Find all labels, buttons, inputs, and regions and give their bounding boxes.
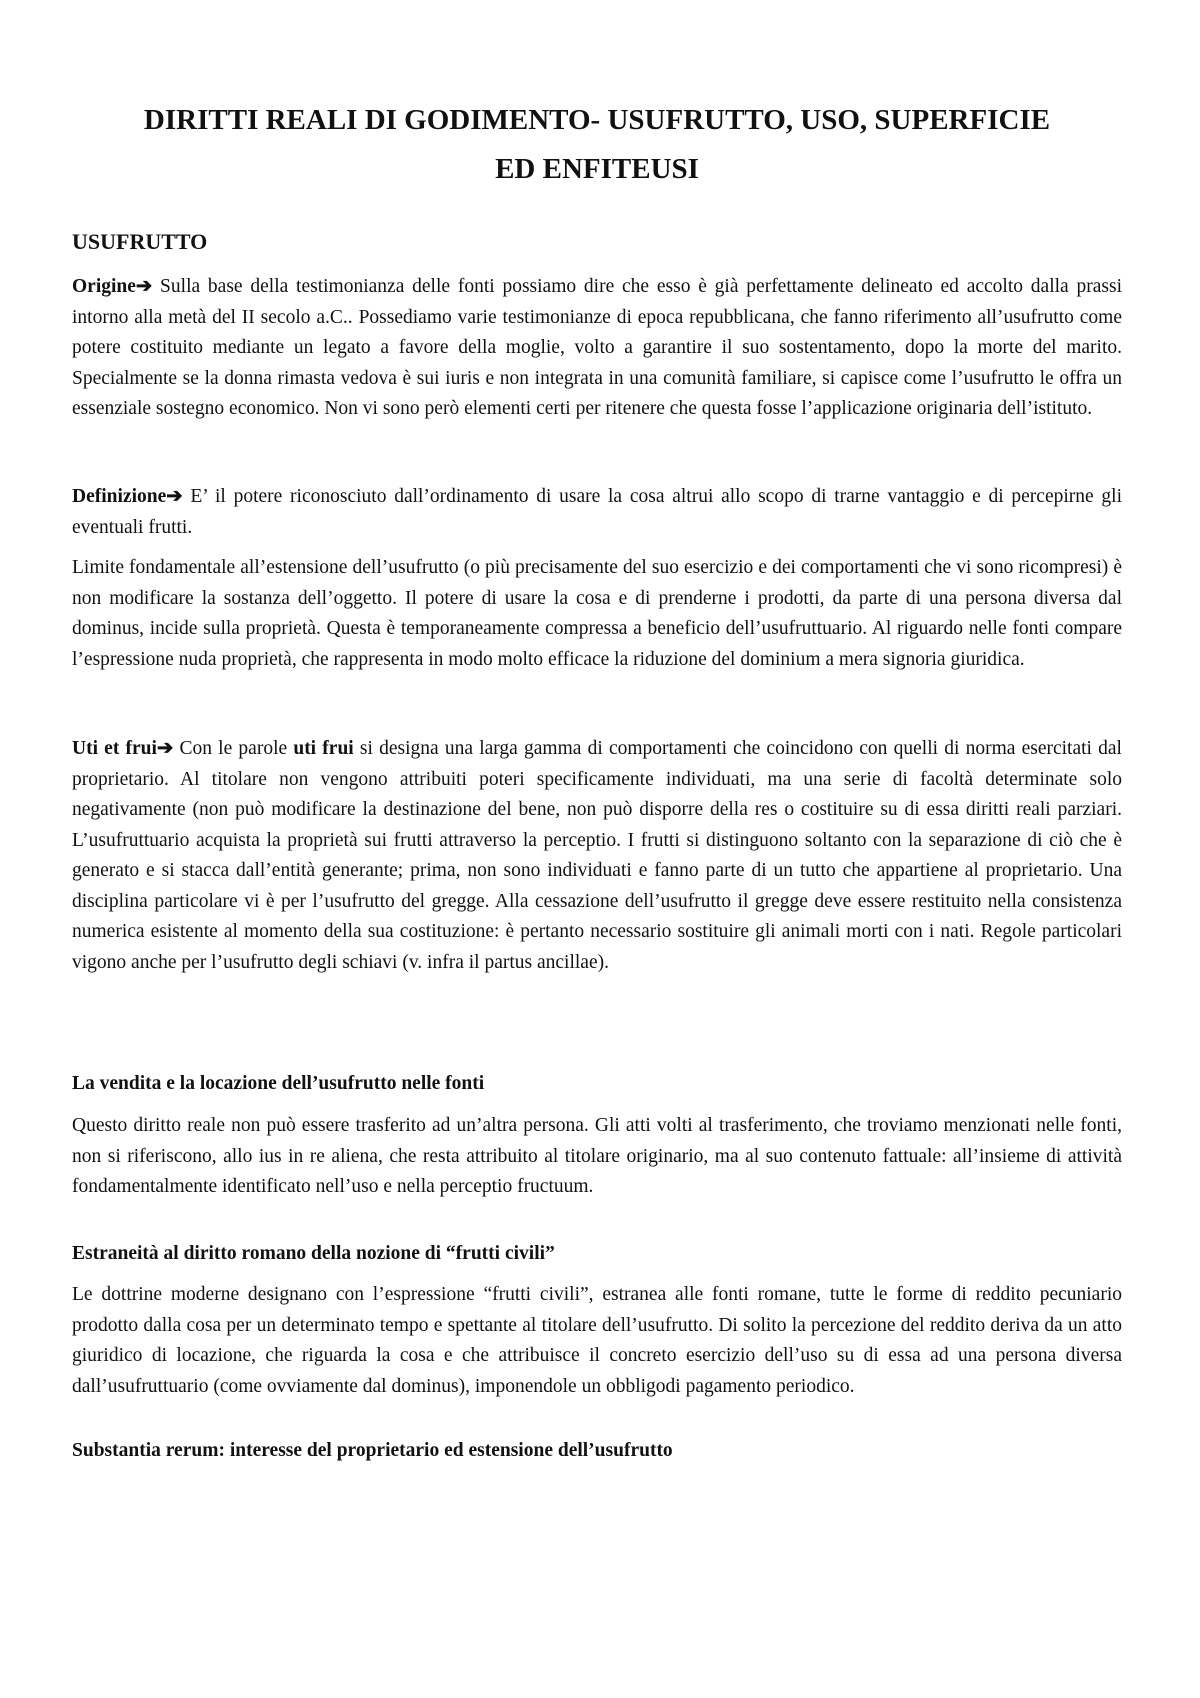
paragraph-limite: Limite fondamentale all’estensione dell’usufrutto (o più precisamente del suo esercizio e dei comportamenti che vi sono ricompresi) è non modificare la sostanza dell’oggetto. Il potere di usare la cosa e di prenderne i prodotti, da parte di una persona diversa dal dominus, incide sulla proprietà. Questa è temporaneamente compressa a beneficio dell’usufruttuario. Al riguardo nelle fonti compare l’espressione nuda proprietà, che rappresenta in modo molto efficace la riduzione del dominium a mera signoria giuridica. xyxy=(72,557,1122,670)
heading-substantia: Substantia rerum: interesse del proprietario ed estensione dell’usufrutto xyxy=(72,1440,673,1461)
uti-frui-term: uti frui xyxy=(293,738,354,759)
origine-label: Origine xyxy=(72,276,136,297)
title-line-2: ED ENFITEUSI xyxy=(495,153,699,185)
arrow-icon: ➔ xyxy=(156,738,174,759)
arrow-icon: ➔ xyxy=(135,276,153,297)
heading-estraneita: Estraneità al diritto romano della nozione di “frutti civili” xyxy=(72,1243,555,1264)
paragraph-vendita: Questo diritto reale non può essere trasferito ad un’altra persona. Gli atti volti al trasferimento, che troviamo menzionati nelle fonti, non si riferiscono, allo ius in re aliena, che resta attribuito al titolare originario, ma al suo contenuto fattuale: all’insieme di attività fondamentalmente identificato nell’uso e nella perceptio fructuum. xyxy=(72,1115,1122,1197)
definizione-text: E’ il potere riconosciuto dall’ordinamento di usare la cosa altrui allo scopo di trarne vantaggio e di percepirne gli eventuali frutti. xyxy=(72,486,1122,538)
title-line-1: DIRITTI REALI DI GODIMENTO- USUFRUTTO, USO, SUPERFICIE xyxy=(143,104,1051,136)
uti-frui-text-a: Con le parole xyxy=(173,738,294,759)
paragraph-definizione xyxy=(72,482,1122,543)
paragraph-estraneita: Le dottrine moderne designano con l’espressione “frutti civili”, estranea alle fonti romane, tutte le forme di reddito pecuniario prodotto dalla cosa per un determinato tempo e spettante al titolare dell’usufrutto. Di solito la percezione del reddito deriva da un atto giuridico di locazione, che riguarda la cosa e che attribuisce il concreto esercizio dell’uso su di essa ad una persona diversa dall’usufruttuario (come ovviamente dal dominus), imponendole un obbligodi pagamento periodico. xyxy=(72,1284,1122,1397)
origine-text: Sulla base della testimonianza delle fonti possiamo dire che esso è già perfettamente delineato ed accolto dalla prassi intorno alla metà del II secolo a.C.. Possediamo varie testimonianze di epoca repubblicana, che fanno riferimento all’usufrutto come potere costituito mediante un legato a favore della moglie, volto a garantire il suo sostentamento, dopo la morte del marito. Specialmente se la donna rimasta vedova è sui iuris e non integrata in una comunità familiare, si capisce come l’usufrutto le offra un essenziale sostegno economico. Non vi sono però elementi certi per ritenere che questa fosse l’applicazione originaria dell’istituto. xyxy=(72,276,1122,419)
section-heading-usufrutto: USUFRUTTO xyxy=(72,229,208,254)
uti-frui-label: Uti et frui xyxy=(72,738,157,759)
arrow-icon: ➔ xyxy=(166,486,183,507)
heading-vendita: La vendita e la locazione dell’usufrutto nelle fonti xyxy=(72,1073,485,1094)
definizione-label: Definizione xyxy=(72,486,167,507)
document-title xyxy=(72,96,1122,194)
paragraph-origine xyxy=(72,272,1122,425)
uti-frui-text-b: si designa una larga gamma di comportamenti che coincidono con quelli di norma esercitati dal proprietario. Al titolare non vengono attribuiti poteri specificamente individuati, ma una serie di facoltà determinate solo negativamente (non può modificare la destinazione del bene, non può disporre della res o costituire su di essa diritti reali parziari. L’usufruttuario acquista la proprietà sui frutti attraverso la perceptio. I frutti si distinguono soltanto con la separazione di ciò che è generato e si stacca dall’entità generante; prima, non sono individuati e fanno parte di un tutto che appartiene al proprietario. Una disciplina particolare vi è per l’usufrutto del gregge. Alla cessazione dell’usufrutto il gregge deve essere restituito nella consistenza numerica esistente al momento della sua costituzione: è pertanto necessario sostituire gli animali morti con i nati. Regole particolari vigono anche per l’usufrutto degli schiavi (v. infra il partus ancillae). xyxy=(72,738,1122,973)
paragraph-uti-frui xyxy=(72,734,1122,978)
